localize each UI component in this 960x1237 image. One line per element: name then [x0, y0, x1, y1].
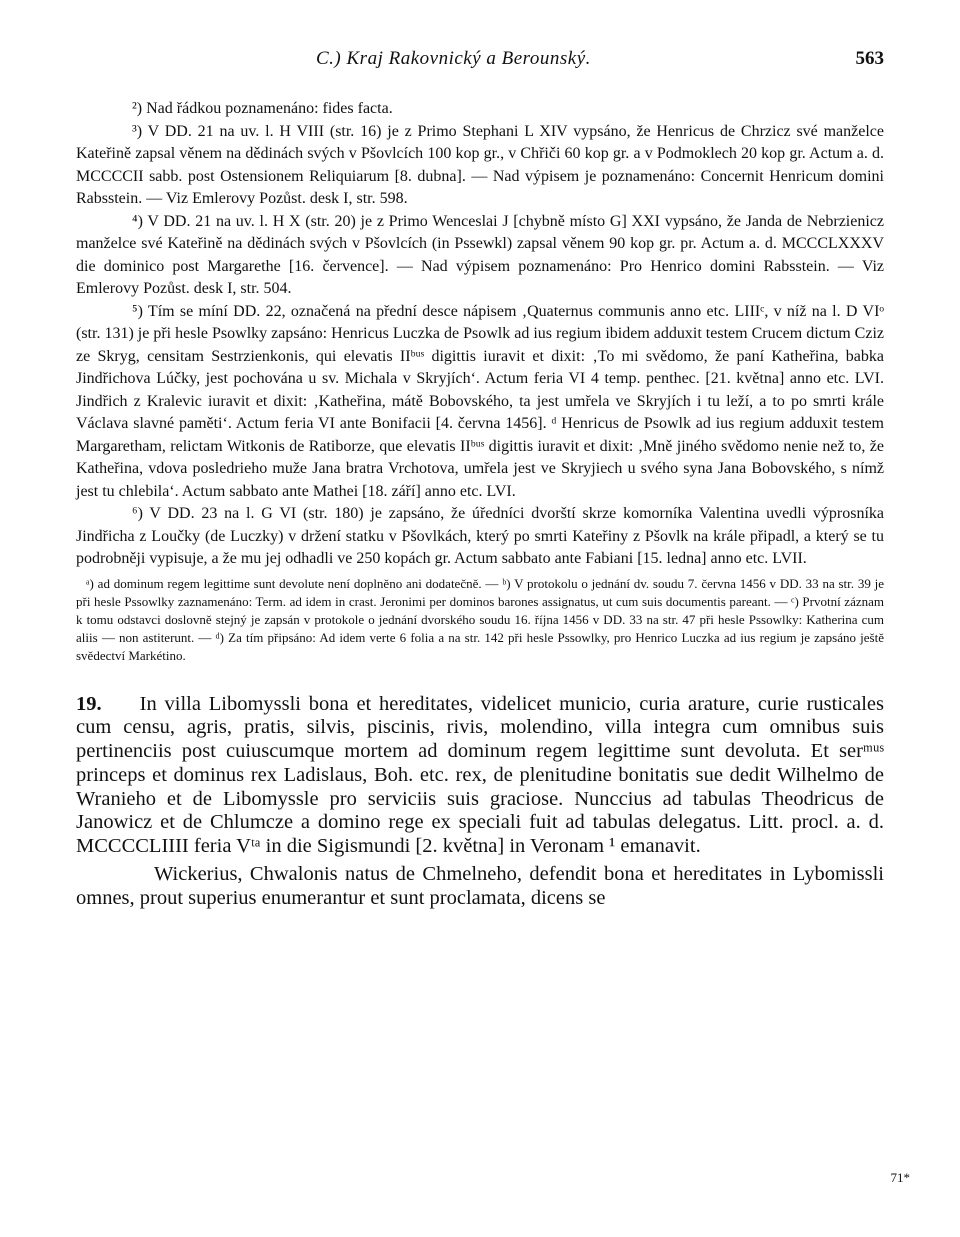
header-title: C.) Kraj Rakovnický a Berounský. [316, 48, 591, 69]
note-6: ⁶) V DD. 23 na l. G VI (str. 180) je zapsáno, že úředníci dvorští skrze komorníka Valentina uvedli výprosníka Jindřicha z Loučky (de Luczky) v držení statku v Pšovlkách, který po smrti Kateřiny z Pšovlk na krále připadl, a který se tu podrobněji vypisuje, a že mu jej odhadli ve 250 kopách gr. Actum sabbato ante Fabiani [15. ledna] anno etc. LVII. [76, 505, 884, 567]
main-text [76, 693, 884, 911]
entry-continuation: Wickerius, Chwalonis natus de Chmelneho, defendit bona et hereditates in Lybomissli omnes, prout superius enumerantur et sunt proclamata, dicens se [76, 863, 884, 909]
footnote-block: ᵃ) ad dominum regem legittime sunt devolute není doplněno ani dodatečně. — ᵇ) V protokolu o jednání dv. soudu 7. června 1456 v DD. 33 na str. 39 je při hesle Pssowlky zaznamenáno: Term. ad idem in crast. Jeronimi per dominos barones assignatus, ut cum suis documentis pareant. — ᶜ) Prvotní záznam k tomu odstavci doslovně stejný je zapsán v protokole o jednání dvorského soudu 16. října 1456 v DD. 33 na str. 47 při hesle Pssowlky: Katherina cum aliis — non astiterunt. — ᵈ) Za tím připsáno: Ad idem verte 6 folia a na str. 142 při hesle Pssowlky, pro Henrico Luczka ad ius regium je zapsáno ještě svědectví Markétino. [76, 575, 884, 663]
entry-number: 19. [76, 692, 102, 715]
note-3: ³) V DD. 21 na uv. l. H VIII (str. 16) je z Primo Stephani L XIV vypsáno, že Henricus de Chrzicz své manželce Kateřině zapsal věnem na dědinách svých v Pšovlcích 100 kop gr., v Chřiči 60 kop gr. a v Podmoklech 20 kop gr. Actum a. d. MCCCCII sabb. post Ostensionem Reliquiarum [8. dubna]. — Nad výpisem je poznamenáno: Concernit Henricum domini Rabsstein. — Viz Emlerovy Pozůst. desk I, str. 598. [76, 122, 884, 207]
signature-mark: 71* [890, 1170, 910, 1185]
note-5: ⁵) Tím se míní DD. 22, označená na přední desce nápisem ‚Quaternus communis anno etc. LIIIᶜ, v níž na l. D VIᵒ (str. 131) je při hesle Psowlky zapsáno: Henricus Luczka de Psowlk ad ius regium ibidem adduxit testem Crucem dictum Cziz ze Skryg, censitam Sestrzienkonis, qui elevatis IIᵇᵘˢ digittis iuravit et dixit: ‚To mi svědomo, že paní Katheřina, babka Jindřichova Lúčky, jest pochována u sv. Michala v Skryjích‘. Actum feria VI 4 temp. penthec. [21. května] anno etc. LVI. Jindřich z Kralevic iuravit et dixit: ‚Katheřina, mátě Bobovského, ta jest umřela ve Skryjích i tu leží, a to po smrti krále Václava slavné paměti‘. Actum feria VI ante Bonifacii [4. června 1456]. ᵈ Henricus de Psowlk ad ius regium adduxit testem Margaretham, relictam Witkonis de Ratiborze, que elevatis IIᵇᵘˢ digittis iuravit et dixit: ‚Mně jiného svědomo nenie než to, že Katheřina, vdova posledrieho muže Jana bratra Vrchotova, umřela jest ve Skryjiech u svého syna Jana Bobovského, s nímž jest tu chlebila‘. Actum sabbato ante Mathei [18. září] anno etc. LVI. [76, 302, 884, 500]
page [76, 48, 884, 911]
entry-19 [76, 693, 884, 860]
page-number: 563 [855, 48, 884, 69]
running-header [76, 48, 884, 78]
footnotes-section [76, 575, 884, 665]
note-2: ²) Nad řádkou poznamenáno: fides facta. [132, 100, 393, 117]
note-4: ⁴) V DD. 21 na uv. l. H X (str. 20) je z Primo Wenceslai J [chybně místo G] XXI vypsáno, že Janda de Nebrzienicz manželce své Kateřině na dědinách svých v Pšovlcích (in Pssewkl) zapsal věnem 90 kop gr. pr. Actum a. d. MCCCLXXXV die dominico post Margarethe [16. července]. — Nad výpisem poznamenáno: Pro Henrico domini Rabsstein. — Viz Emlerovy Pozůst. desk I, str. 504. [76, 212, 884, 297]
entry-text: In villa Libomyssli bona et hereditates, videlicet municio, curia arature, curie rusticales cum censu, agris, pratis, silvis, piscinis, rivis, molendino, villa integra cum omnibus suis pertinenciis post cuiuscumque mortem ad dominum regem legittime sunt devoluta. Et serᵐᵘˢ princeps et dominus rex Ladislaus, Boh. etc. rex, de plenitudine bonitatis sue dedit Wilhelmo de Wranieho et de Libomyssle pro serviciis suis graciose. Nunccius ad tabulas Theodricus de Janowicz et de Chlumcze a domino rege ex speciali fuit ad tabulas delegatus. Litt. procl. a. d. MCCCCLIIII feria Vᵗᵃ in die Sigismundi [2. května] in Veronam ¹ emanavit. [76, 692, 884, 858]
notes-section [76, 98, 884, 571]
